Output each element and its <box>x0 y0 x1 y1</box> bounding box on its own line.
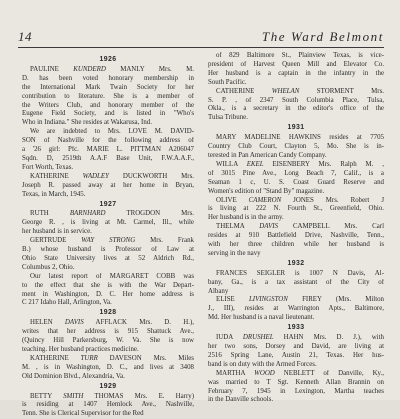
entry-line <box>208 288 384 297</box>
text-run: of 829 Baltimore St., Plainview Texas, is vice- <box>216 52 384 59</box>
maiden-name: BARNHARD <box>69 210 106 218</box>
text-run: Women's edition of "Stand By" magazine. <box>208 187 325 195</box>
alumnae-entry <box>22 66 194 128</box>
entry-line <box>22 75 194 84</box>
text-run: MANLY Mrs. M. <box>105 65 194 73</box>
alumnae-entry <box>208 161 384 197</box>
text-run: Country Club Court, Clayton 5, Mo. She is in- <box>208 143 384 151</box>
alumnae-entry <box>208 88 384 124</box>
entry-line <box>208 334 384 343</box>
entry-line <box>208 379 384 388</box>
text-run: S. P. , of 2347 South Columbia Place, Tulsa, <box>208 96 384 104</box>
alumnae-entry <box>22 393 194 419</box>
entry-line <box>22 328 194 337</box>
maiden-name: SMITH <box>63 392 84 400</box>
text-run: AFFLACK Mrs. D. H.), <box>83 319 194 327</box>
entry-line <box>208 241 384 250</box>
text-run: Her husband is in the army. <box>208 214 284 222</box>
year-heading: 1932 <box>287 259 305 267</box>
entry-line <box>22 110 194 119</box>
entry-line <box>208 205 384 214</box>
entry-line <box>22 282 194 291</box>
page-header <box>18 27 384 47</box>
text-run: Tulsa Tribune. <box>208 114 248 122</box>
text-run: PAULINE <box>30 65 74 73</box>
entry-line <box>22 401 194 410</box>
entry-line <box>208 396 384 405</box>
text-run: South Pacific. <box>208 78 247 86</box>
text-run: THOMAS Mrs. E. Harry) <box>83 392 194 400</box>
entry-line <box>208 314 384 323</box>
entry-line <box>208 361 384 370</box>
entry-line <box>22 191 194 200</box>
maiden-name: WAY STRONG <box>81 237 136 245</box>
alumnae-entry <box>208 52 384 88</box>
entry-line <box>22 228 194 237</box>
text-run: OLIVE <box>216 196 249 204</box>
entry-line <box>208 197 384 206</box>
maiden-name: DAVIS <box>64 319 84 327</box>
year-heading: 1933 <box>287 324 305 332</box>
alumnae-entry <box>22 128 194 173</box>
maiden-name: LIVINGSTON <box>248 296 288 304</box>
text-run: KATHERINE <box>30 172 83 180</box>
entry-line <box>22 364 194 373</box>
alumnae-entry <box>208 334 384 370</box>
entry-line <box>22 255 194 264</box>
text-run: February 7, 1945 in Lexington, Martha teaches <box>208 387 384 395</box>
alumnae-entry <box>208 197 384 224</box>
entry-line <box>208 70 384 79</box>
entry-line <box>22 155 194 164</box>
entry-line <box>208 97 384 106</box>
entry-line <box>208 296 384 305</box>
text-run: Fort Worth, Texas. <box>22 163 74 171</box>
text-run: Eugene Field Society, and is listed in "Who's <box>22 110 194 118</box>
year-heading: 1928 <box>99 309 117 317</box>
maiden-name: CAMERON <box>248 196 282 204</box>
text-run: DUCKWORTH Mrs. <box>108 172 194 180</box>
text-run: J., III), resides at Warrington Apts., Baltimore, <box>208 305 384 313</box>
entry-line <box>22 173 194 182</box>
text-run: terested in Pan American Candy Company. <box>208 151 327 159</box>
text-run: resides at 910 Battlefield Drive, Nashville, Tenn., <box>208 232 384 240</box>
text-run: HELEN <box>30 319 65 327</box>
text-run: Columbus 2, Ohio. <box>22 263 75 271</box>
text-run: MARY MADELINE HAWKINS resides at 7705 <box>216 134 384 142</box>
text-run: Her husband is a captain in the infantry in the <box>208 69 384 77</box>
text-run: DAVESON Mrs. Miles <box>97 354 194 362</box>
text-run: of 3015 Pine Ave., Long Beach 7, Calif., is a <box>208 169 384 177</box>
text-run: George R. , is living at Mt. Carmel, Ill., while <box>22 219 194 227</box>
text-run: D. has been voted honorary membership in <box>22 74 194 82</box>
text-run: NEBLETT of Danville, Ky., <box>274 369 384 377</box>
entry-line <box>208 388 384 397</box>
maiden-name: EKEL <box>246 160 264 168</box>
entry-line <box>22 66 194 75</box>
text-run: the International Mark Twain Society for her <box>22 83 194 91</box>
entry-line <box>208 188 384 197</box>
entry-line <box>208 214 384 223</box>
year-heading: 1931 <box>287 124 305 132</box>
year-heading: 1926 <box>99 56 117 63</box>
text-run: (Quincy Hill Parkersburg, W. Va. She is now <box>22 337 194 345</box>
entry-line <box>208 88 384 97</box>
text-run: president of Harvest Queen Mill and Elevator Co. <box>208 60 384 68</box>
text-run: was married to T Sgt. Kenneth Allan Brannin on <box>208 378 384 386</box>
entry-line <box>208 305 384 314</box>
text-run: Texas, in March, 1945. <box>22 190 86 198</box>
entry-line <box>208 79 384 88</box>
text-run: serving in the navy <box>208 249 261 257</box>
entry-line <box>22 373 194 382</box>
entry-line <box>22 346 194 355</box>
entry-line <box>208 232 384 241</box>
alumnae-entry <box>22 173 194 200</box>
entry-line <box>22 137 194 146</box>
text-run: M. , is in Washington, D. C., and lives at 3408 <box>22 363 194 371</box>
text-run: to the effect that she is with the War Depart- <box>22 281 194 289</box>
maiden-name: WOOD <box>254 369 275 377</box>
alumnae-entry <box>208 370 384 406</box>
text-run: SON of Nashville for the following address of <box>22 137 194 145</box>
maiden-name: DRUSHEL <box>242 334 274 342</box>
text-run: RUTH <box>30 210 70 218</box>
text-run: Joseph R. passed away at her home in Bryan, <box>22 181 194 189</box>
text-run: a '26 girl: Pfc. MARIE L. PITTMAN A206047 <box>22 146 194 154</box>
entry-line <box>208 279 384 288</box>
entry-line <box>22 128 194 137</box>
entry-line <box>208 161 384 170</box>
text-run: GERTRUDE <box>30 237 82 245</box>
text-run: Ohio State University lives at 52 Aldrich Rd., <box>22 254 194 262</box>
text-run: THELMA <box>216 223 260 231</box>
text-run: is living at 222 N. Fourth St., Greenfield, Ohio. <box>208 205 384 213</box>
alumnae-entry <box>22 237 194 273</box>
text-run: STORMENT Mrs. <box>299 87 384 95</box>
entry-line <box>208 270 384 279</box>
text-run: contribution to literature. She is a member of <box>22 92 194 100</box>
maiden-name: KUNDERD <box>73 65 106 73</box>
entry-line <box>22 219 194 228</box>
entry-line <box>208 170 384 179</box>
page-number: 14 <box>18 29 32 44</box>
entry-line <box>22 146 194 155</box>
text-run: 2516 Spring Lane, Austin 21, Texas. Her hus- <box>208 351 384 359</box>
alumnae-entry <box>208 223 384 259</box>
entry-line <box>208 152 384 161</box>
entry-line <box>208 250 384 259</box>
text-run: her husband is in service. <box>22 228 92 236</box>
entry-line <box>208 370 384 379</box>
year-heading: 1929 <box>99 382 117 390</box>
entry-line <box>208 61 384 70</box>
text-run: HAHN Mrs. D. J.), with <box>273 334 384 342</box>
text-run: Old Dominion Blvd., Alexandria, Va. <box>22 372 125 380</box>
entry-line <box>22 264 194 273</box>
text-run: Albany <box>208 287 229 295</box>
alumnae-entry <box>22 355 194 382</box>
text-run: ELISE <box>216 296 249 304</box>
text-run: Mrs. Frank <box>135 237 194 245</box>
entry-line <box>22 291 194 300</box>
text-run: CATHERINE <box>216 87 272 95</box>
alumnae-entry <box>208 296 384 323</box>
entry-line <box>208 179 384 188</box>
text-run: Okla., is a secretary in the editor's office of the <box>208 105 384 113</box>
entry-line <box>22 84 194 93</box>
entry-line <box>208 343 384 352</box>
entry-line <box>22 237 194 246</box>
entry-line <box>22 337 194 346</box>
entry-line <box>22 319 194 328</box>
text-run: WILLA <box>216 160 247 168</box>
alumnae-entry <box>22 210 194 237</box>
text-run: Seaman 1 c, U. S. Coast Guard Reserve and <box>208 178 384 186</box>
right-column <box>208 52 384 405</box>
entry-line <box>22 210 194 219</box>
header-rule <box>18 47 384 48</box>
maiden-name: DAVIS <box>259 223 279 231</box>
text-run: the Writers Club, and honorary member of the <box>22 101 194 109</box>
text-run: her two sons, Dorsey and David, are living at <box>208 343 384 350</box>
entry-line <box>22 393 194 402</box>
text-run: Tenn. She is Clerical Supervisor for the Red <box>22 410 144 418</box>
text-run: FIREY (Mrs. Milton <box>287 296 384 304</box>
text-run: TROGDON Mrs. <box>105 210 194 218</box>
entry-line <box>22 246 194 255</box>
alumnae-entry <box>22 273 194 309</box>
text-run: FRANCES SEIGLER is 1007 N Davis, Al- <box>216 269 384 277</box>
text-run: BETTY <box>30 392 64 400</box>
entry-line <box>22 410 194 419</box>
text-run: teaching. Her husband practices medicine. <box>22 346 139 353</box>
entry-line <box>208 52 384 61</box>
text-run: Our latest report of MARGARET COBB was <box>30 272 194 280</box>
text-run: ment in Washington, D. C. Her home address is <box>22 290 194 298</box>
text-run: writes that her address is 915 Shattuck Ave., <box>22 328 194 336</box>
year-heading: 1927 <box>99 200 117 208</box>
text-run: IUDA <box>216 334 243 342</box>
text-run: in the Danville schools. <box>208 396 274 404</box>
text-run: band is on duty with the Armed Forces. <box>208 360 317 368</box>
entry-line <box>22 273 194 282</box>
text-run: is residing at 1407 Hemlock Ave., Nashville, <box>22 401 194 409</box>
entry-line <box>208 114 384 123</box>
entry-line <box>208 105 384 114</box>
text-run: B.) whose husband is Professor of Law at <box>22 246 194 254</box>
maiden-name: TURR <box>80 354 98 362</box>
text-run: KATHERINE <box>30 354 81 362</box>
text-run: Sqdn. D, 2519th A.A.F Base Unit, F.W.A.A.F., <box>22 154 194 162</box>
entry-line <box>22 164 194 173</box>
text-run: We are indebted to Mrs. LOVE M. DAVID- <box>30 128 194 136</box>
text-run: JONES Mrs. Robert J <box>281 196 384 204</box>
entry-line <box>22 299 194 308</box>
text-run: bany, Ga., is a tax assistant of the City of <box>208 278 384 286</box>
entry-line <box>208 352 384 361</box>
text-run: CAMPBELL Mrs. Carl <box>278 223 384 231</box>
text-run: EISENBERY Mrs. Ralph M. , <box>263 160 384 168</box>
alumnae-entry <box>22 319 194 355</box>
entry-line <box>208 223 384 232</box>
journal-title: The Ward Belmont <box>261 29 384 44</box>
entry-line <box>22 182 194 191</box>
text-run: Md. Her husband is a naval lieutenant. <box>208 314 315 322</box>
left-column <box>22 55 194 419</box>
entry-line <box>22 355 194 364</box>
alumnae-entry <box>208 134 384 161</box>
entry-line <box>22 102 194 111</box>
entry-line <box>208 134 384 143</box>
entry-line <box>208 143 384 152</box>
entry-line <box>22 93 194 102</box>
text-run: with her three children while her husband is <box>208 241 384 249</box>
text-run: Who in Indiana." She resides at Wakarusa, Ind. <box>22 119 152 127</box>
alumnae-entry <box>208 270 384 297</box>
text-run: C 217 Idaho Hall, Arlington, Va. <box>22 299 112 307</box>
text-run: MARTHA <box>216 369 255 377</box>
entry-line <box>22 119 194 128</box>
maiden-name: WADLEY <box>82 172 109 180</box>
maiden-name: WHELAN <box>271 87 300 95</box>
